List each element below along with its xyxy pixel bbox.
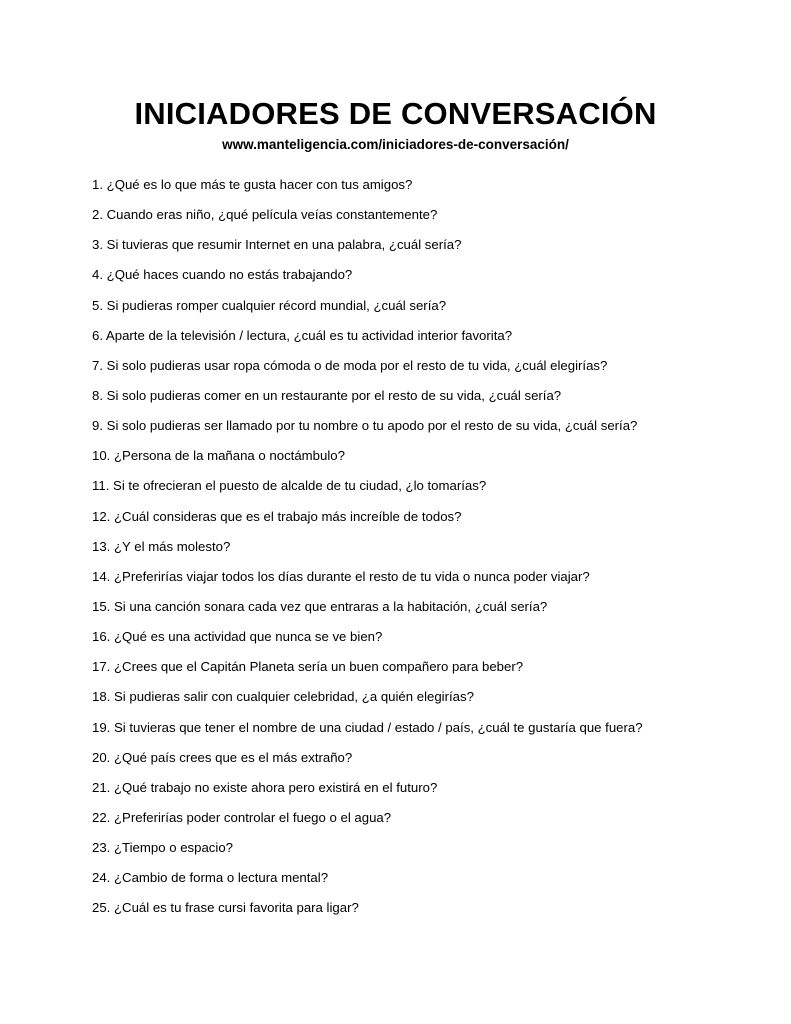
question-item: 1. ¿Qué es lo que más te gusta hacer con tus amigos? <box>92 177 413 192</box>
question-list <box>92 175 752 929</box>
question-item: 17. ¿Crees que el Capitán Planeta sería un buen compañero para beber? <box>92 659 524 675</box>
question-item: 3. Si tuvieras que resumir Internet en una palabra, ¿cuál sería? <box>92 237 462 253</box>
question-item: 14. ¿Preferirías viajar todos los días durante el resto de tu vida o nunca poder viajar? <box>92 568 590 584</box>
question-item: 16. ¿Qué es una actividad que nunca se ve bien? <box>92 629 383 645</box>
question-item: 7. Si solo pudieras usar ropa cómoda o de moda por el resto de tu vida, ¿cuál elegirías? <box>92 357 608 373</box>
question-item: 19. Si tuvieras que tener el nombre de una ciudad / estado / país, ¿cuál te gustaría que fuera? <box>92 719 643 735</box>
question-item: 24. ¿Cambio de forma o lectura mental? <box>92 870 329 886</box>
question-item: 5. Si pudieras romper cualquier récord mundial, ¿cuál sería? <box>92 297 447 313</box>
question-item: 18. Si pudieras salir con cualquier celebridad, ¿a quién elegirías? <box>92 689 474 705</box>
question-item: 25. ¿Cuál es tu frase cursi favorita para ligar? <box>92 900 359 916</box>
question-item: 13. ¿Y el más molesto? <box>92 538 231 554</box>
question-item: 20. ¿Qué país crees que es el más extraño? <box>92 749 353 765</box>
question-item: 6. Aparte de la televisión / lectura, ¿cuál es tu actividad interior favorita? <box>92 327 513 343</box>
source-url: www.manteligencia.com/iniciadores-de-conversación/ <box>222 137 569 152</box>
question-item: 9. Si solo pudieras ser llamado por tu nombre o tu apodo por el resto de su vida, ¿cuál sería? <box>92 418 638 434</box>
question-item: 2. Cuando eras niño, ¿qué película veías constantemente? <box>92 207 438 223</box>
page-title: INICIADORES DE CONVERSACIÓN <box>134 96 657 131</box>
question-item: 22. ¿Preferirías poder controlar el fuego o el agua? <box>92 809 392 825</box>
question-item: 4. ¿Qué haces cuando no estás trabajando? <box>92 267 353 283</box>
question-item: 15. Si una canción sonara cada vez que entraras a la habitación, ¿cuál sería? <box>92 598 548 614</box>
question-item: 8. Si solo pudieras comer en un restaurante por el resto de su vida, ¿cuál sería? <box>92 387 562 403</box>
question-item: 21. ¿Qué trabajo no existe ahora pero existirá en el futuro? <box>92 779 438 795</box>
question-item: 23. ¿Tiempo o espacio? <box>92 840 233 856</box>
question-item: 12. ¿Cuál consideras que es el trabajo más increíble de todos? <box>92 508 462 524</box>
question-item: 10. ¿Persona de la mañana o noctámbulo? <box>92 448 345 464</box>
question-item: 11. Si te ofrecieran el puesto de alcalde de tu ciudad, ¿lo tomarías? <box>92 478 487 494</box>
